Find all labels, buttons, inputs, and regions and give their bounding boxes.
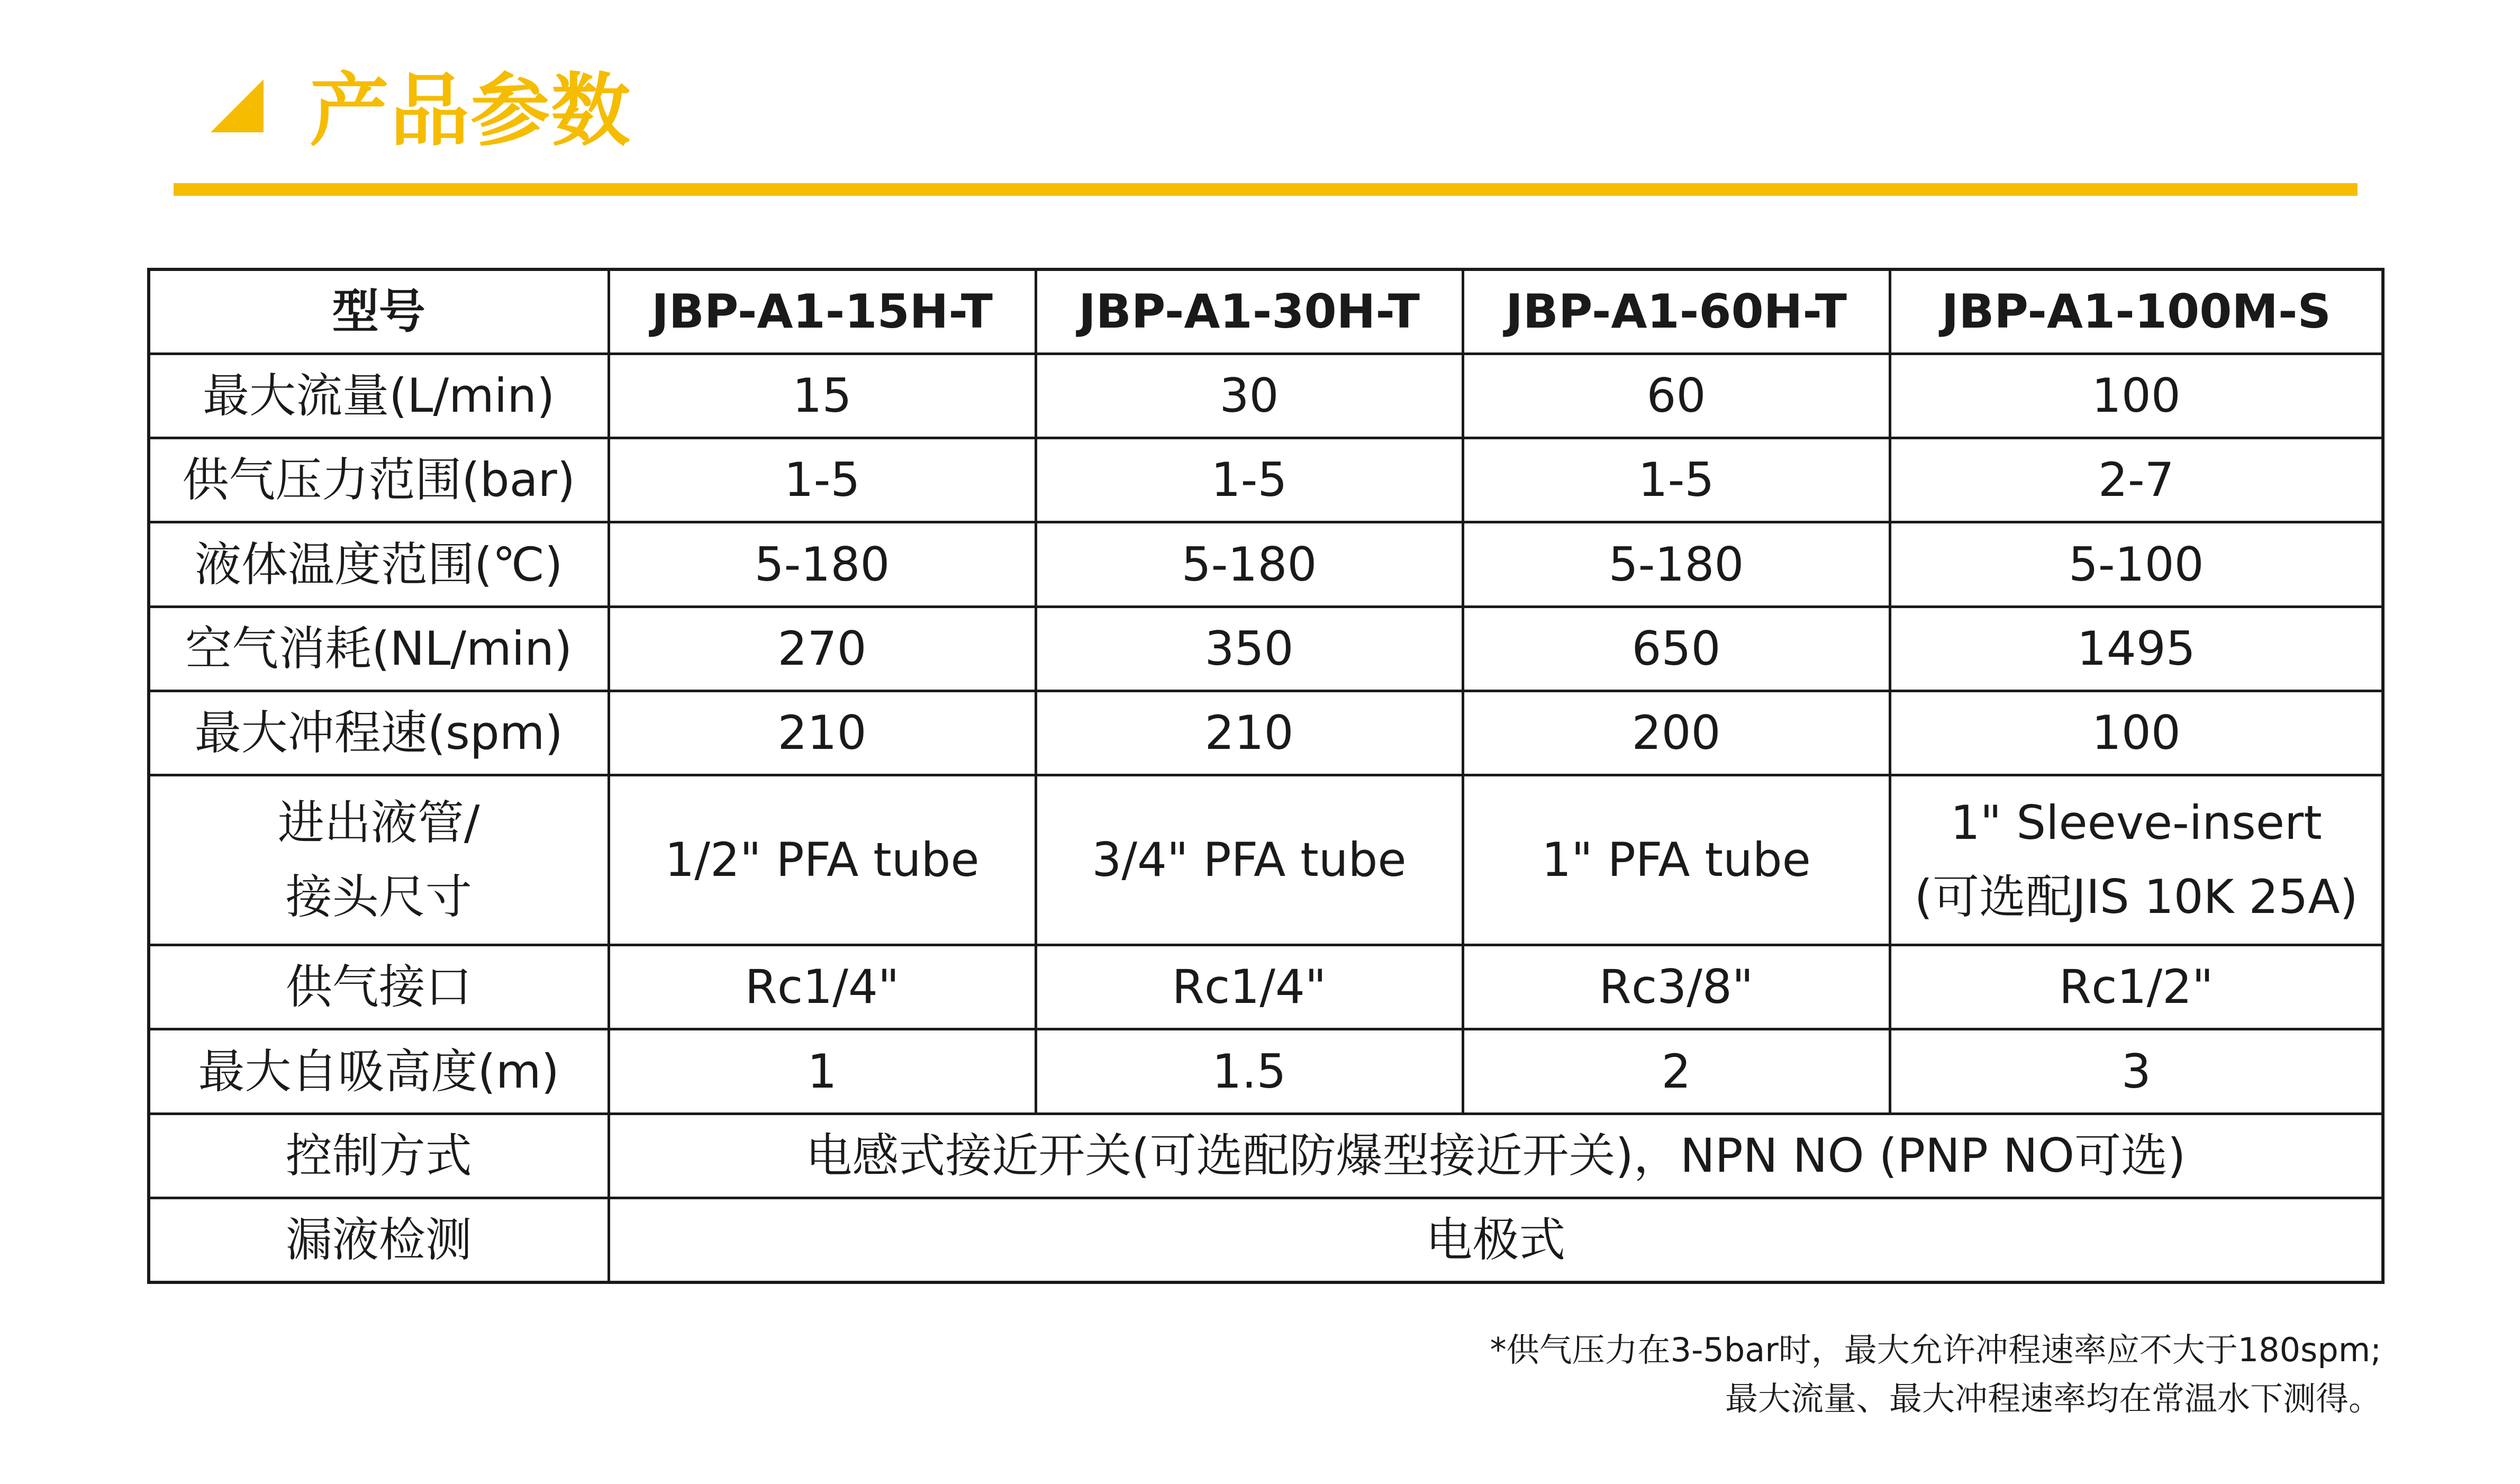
row-label: 最大自吸高度(m) bbox=[149, 1029, 609, 1114]
table-cell: 1" PFA tube bbox=[1463, 775, 1890, 945]
table-cell: 30 bbox=[1036, 354, 1463, 438]
table-cell: 5-180 bbox=[1463, 522, 1890, 607]
header-label: 型号 bbox=[149, 269, 609, 354]
table-cell: 100 bbox=[1890, 691, 2383, 775]
table-cell bbox=[1890, 775, 2383, 945]
cell-line: (可选配JIS 10K 25A) bbox=[1914, 870, 2358, 925]
table-cell: 1.5 bbox=[1036, 1029, 1463, 1114]
row-label-line: 进出液管/ bbox=[277, 795, 480, 850]
table-cell: 1-5 bbox=[1036, 438, 1463, 522]
footnote bbox=[1490, 1326, 2381, 1423]
table-cell: 350 bbox=[1036, 607, 1463, 691]
table-header-row bbox=[149, 269, 2383, 354]
table-row bbox=[149, 775, 2383, 945]
table-cell: 210 bbox=[609, 691, 1036, 775]
model-header: JBP-A1-15H-T bbox=[609, 269, 1036, 354]
title-divider bbox=[174, 183, 2358, 196]
table-cell: 2 bbox=[1463, 1029, 1890, 1114]
table-cell: 210 bbox=[1036, 691, 1463, 775]
table-cell: 270 bbox=[609, 607, 1036, 691]
model-header: JBP-A1-60H-T bbox=[1463, 269, 1890, 354]
table-row bbox=[149, 438, 2383, 522]
table-row bbox=[149, 945, 2383, 1029]
table-cell: Rc3/8" bbox=[1463, 945, 1890, 1029]
table-cell: Rc1/4" bbox=[609, 945, 1036, 1029]
table-row bbox=[149, 1114, 2383, 1198]
table-cell: 5-180 bbox=[609, 522, 1036, 607]
table-cell: 650 bbox=[1463, 607, 1890, 691]
row-label: 空气消耗(NL/min) bbox=[149, 607, 609, 691]
row-label-line: 接头尺寸 bbox=[285, 870, 472, 925]
table-cell: 60 bbox=[1463, 354, 1890, 438]
model-header: JBP-A1-100M-S bbox=[1890, 269, 2383, 354]
spec-table bbox=[147, 268, 2385, 1284]
model-header: JBP-A1-30H-T bbox=[1036, 269, 1463, 354]
table-row bbox=[149, 607, 2383, 691]
table-row bbox=[149, 522, 2383, 607]
row-label: 最大流量(L/min) bbox=[149, 354, 609, 438]
row-label: 最大冲程速(spm) bbox=[149, 691, 609, 775]
footnote-line: *供气压力在3-5bar时，最大允许冲程速率应不大于180spm; bbox=[1490, 1331, 2381, 1369]
table-cell: 1 bbox=[609, 1029, 1036, 1114]
table-cell: 200 bbox=[1463, 691, 1890, 775]
footnote-line: 最大流量、最大冲程速率均在常温水下测得。 bbox=[1725, 1379, 2381, 1418]
page-title: 产品参数 bbox=[310, 65, 632, 157]
merged-cell: 电极式 bbox=[609, 1198, 2383, 1282]
table-cell: 3/4" PFA tube bbox=[1036, 775, 1463, 945]
table-cell: 100 bbox=[1890, 354, 2383, 438]
table-cell: 5-180 bbox=[1036, 522, 1463, 607]
table-cell: 2-7 bbox=[1890, 438, 2383, 522]
table-row bbox=[149, 354, 2383, 438]
table-cell: 15 bbox=[609, 354, 1036, 438]
cell-line: 1" Sleeve-insert bbox=[1950, 795, 2322, 850]
table-row bbox=[149, 1198, 2383, 1282]
table-cell: Rc1/4" bbox=[1036, 945, 1463, 1029]
table-cell: 1/2" PFA tube bbox=[609, 775, 1036, 945]
table-cell: 1-5 bbox=[1463, 438, 1890, 522]
table-cell: Rc1/2" bbox=[1890, 945, 2383, 1029]
merged-cell: 电感式接近开关(可选配防爆型接近开关)，NPN NO (PNP NO可选) bbox=[609, 1114, 2383, 1198]
table-cell: 1495 bbox=[1890, 607, 2383, 691]
row-label bbox=[149, 775, 609, 945]
row-label: 漏液检测 bbox=[149, 1198, 609, 1282]
table-cell: 3 bbox=[1890, 1029, 2383, 1114]
row-label: 供气接口 bbox=[149, 945, 609, 1029]
triangle-icon bbox=[211, 79, 264, 132]
table-cell: 5-100 bbox=[1890, 522, 2383, 607]
row-label: 控制方式 bbox=[149, 1114, 609, 1198]
row-label: 液体温度范围(℃) bbox=[149, 522, 609, 607]
table-cell: 1-5 bbox=[609, 438, 1036, 522]
table-row bbox=[149, 1029, 2383, 1114]
row-label: 供气压力范围(bar) bbox=[149, 438, 609, 522]
table-row bbox=[149, 691, 2383, 775]
